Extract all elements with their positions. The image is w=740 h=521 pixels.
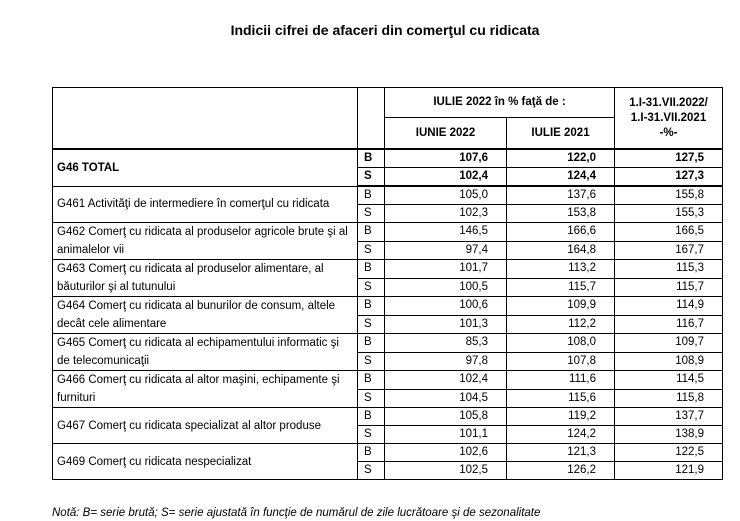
series-label: B bbox=[358, 260, 385, 279]
value-cell: 102,4 bbox=[385, 371, 507, 390]
series-label: B bbox=[358, 334, 385, 353]
series-label: B bbox=[358, 297, 385, 316]
row-name: G46 TOTAL bbox=[53, 149, 358, 186]
table-row bbox=[53, 223, 723, 242]
value-cell: 107,6 bbox=[385, 149, 507, 168]
series-label: S bbox=[358, 462, 385, 480]
series-label: S bbox=[358, 241, 385, 260]
table-row bbox=[53, 444, 723, 462]
series-label: S bbox=[358, 315, 385, 334]
value-cell: 127,3 bbox=[615, 168, 723, 187]
value-cell: 105,0 bbox=[385, 186, 507, 205]
value-cell: 115,6 bbox=[507, 389, 615, 408]
index-table bbox=[52, 87, 723, 480]
row-name: G463 Comerţ cu ridicata al produselor alimentare, al băuturilor şi al tutunului bbox=[53, 260, 358, 297]
page-title: Indicii cifrei de afaceri din comerţul cu ridicata bbox=[230, 22, 540, 38]
value-cell: 115,8 bbox=[615, 389, 723, 408]
value-cell: 115,7 bbox=[507, 278, 615, 297]
value-cell: 102,6 bbox=[385, 444, 507, 462]
value-cell: 122,0 bbox=[507, 149, 615, 168]
row-name: G464 Comerţ cu ridicata al bunurilor de consum, altele decât cele alimentare bbox=[53, 297, 358, 334]
value-cell: 155,8 bbox=[615, 186, 723, 205]
value-cell: 97,4 bbox=[385, 241, 507, 260]
series-label: S bbox=[358, 389, 385, 408]
table-row bbox=[53, 334, 723, 353]
series-label: B bbox=[358, 408, 385, 426]
value-cell: 112,2 bbox=[507, 315, 615, 334]
value-cell: 101,3 bbox=[385, 315, 507, 334]
value-cell: 100,6 bbox=[385, 297, 507, 316]
row-name: G469 Comerţ cu ridicata nespecializat bbox=[53, 444, 358, 480]
value-cell: 137,6 bbox=[507, 186, 615, 205]
value-cell: 127,5 bbox=[615, 149, 723, 168]
row-name: G462 Comerţ cu ridicata al produselor agricole brute şi al animalelor vii bbox=[53, 223, 358, 260]
value-cell: 102,4 bbox=[385, 168, 507, 187]
value-cell: 116,7 bbox=[615, 315, 723, 334]
value-cell: 113,2 bbox=[507, 260, 615, 279]
header-row-1 bbox=[53, 88, 723, 118]
value-cell: 167,7 bbox=[615, 241, 723, 260]
series-label: B bbox=[358, 186, 385, 205]
value-cell: 124,4 bbox=[507, 168, 615, 187]
row-name: G461 Activităţi de intermediere în comerţul cu ridicata bbox=[53, 186, 358, 223]
series-label: S bbox=[358, 352, 385, 371]
value-cell: 146,5 bbox=[385, 223, 507, 242]
value-cell: 85,3 bbox=[385, 334, 507, 353]
row-name: G465 Comerţ cu ridicata al echipamentului informatic şi de telecomunicaţii bbox=[53, 334, 358, 371]
series-label: S bbox=[358, 426, 385, 444]
value-cell: 101,7 bbox=[385, 260, 507, 279]
header-col-iulie-2021: IULIE 2021 bbox=[507, 118, 615, 149]
value-cell: 107,8 bbox=[507, 352, 615, 371]
value-cell: 119,2 bbox=[507, 408, 615, 426]
table-row bbox=[53, 149, 723, 168]
series-label: B bbox=[358, 149, 385, 168]
value-cell: 114,5 bbox=[615, 371, 723, 390]
header-series-cell bbox=[358, 88, 385, 150]
header-empty-cell bbox=[53, 88, 358, 150]
table-row bbox=[53, 260, 723, 279]
header-group-label: IULIE 2022 în % faţă de : bbox=[385, 88, 615, 118]
value-cell: 155,3 bbox=[615, 205, 723, 223]
series-label: B bbox=[358, 371, 385, 390]
row-name: G466 Comerţ cu ridicata al altor maşini, echipamente şi furnituri bbox=[53, 371, 358, 408]
series-label: S bbox=[358, 168, 385, 187]
value-cell: 166,6 bbox=[507, 223, 615, 242]
table-row bbox=[53, 186, 723, 205]
value-cell: 115,3 bbox=[615, 260, 723, 279]
value-cell: 121,3 bbox=[507, 444, 615, 462]
value-cell: 105,8 bbox=[385, 408, 507, 426]
series-label: S bbox=[358, 278, 385, 297]
value-cell: 102,5 bbox=[385, 462, 507, 480]
value-cell: 138,9 bbox=[615, 426, 723, 444]
value-cell: 104,5 bbox=[385, 389, 507, 408]
header-cumulative: 1.I-31.VII.2022/ 1.I-31.VII.2021 -%- bbox=[615, 88, 723, 150]
value-cell: 102,3 bbox=[385, 205, 507, 223]
value-cell: 97,8 bbox=[385, 352, 507, 371]
value-cell: 124,2 bbox=[507, 426, 615, 444]
table-row bbox=[53, 371, 723, 390]
footnote: Notă: B= serie brută; S= serie ajustată în funcţie de numărul de zile lucrătoare şi de sezonalitate bbox=[52, 507, 541, 519]
table-row bbox=[53, 297, 723, 316]
value-cell: 108,9 bbox=[615, 352, 723, 371]
table-row bbox=[53, 408, 723, 426]
value-cell: 166,5 bbox=[615, 223, 723, 242]
value-cell: 122,5 bbox=[615, 444, 723, 462]
value-cell: 126,2 bbox=[507, 462, 615, 480]
value-cell: 100,5 bbox=[385, 278, 507, 297]
value-cell: 111,6 bbox=[507, 371, 615, 390]
value-cell: 121,9 bbox=[615, 462, 723, 480]
value-cell: 153,8 bbox=[507, 205, 615, 223]
value-cell: 137,7 bbox=[615, 408, 723, 426]
value-cell: 164,8 bbox=[507, 241, 615, 260]
value-cell: 109,9 bbox=[507, 297, 615, 316]
value-cell: 109,7 bbox=[615, 334, 723, 353]
value-cell: 108,0 bbox=[507, 334, 615, 353]
header-col-iunie-2022: IUNIE 2022 bbox=[385, 118, 507, 149]
value-cell: 114,9 bbox=[615, 297, 723, 316]
value-cell: 115,7 bbox=[615, 278, 723, 297]
series-label: S bbox=[358, 205, 385, 223]
series-label: B bbox=[358, 223, 385, 242]
series-label: B bbox=[358, 444, 385, 462]
row-name: G467 Comerţ cu ridicata specializat al altor produse bbox=[53, 408, 358, 444]
value-cell: 101,1 bbox=[385, 426, 507, 444]
